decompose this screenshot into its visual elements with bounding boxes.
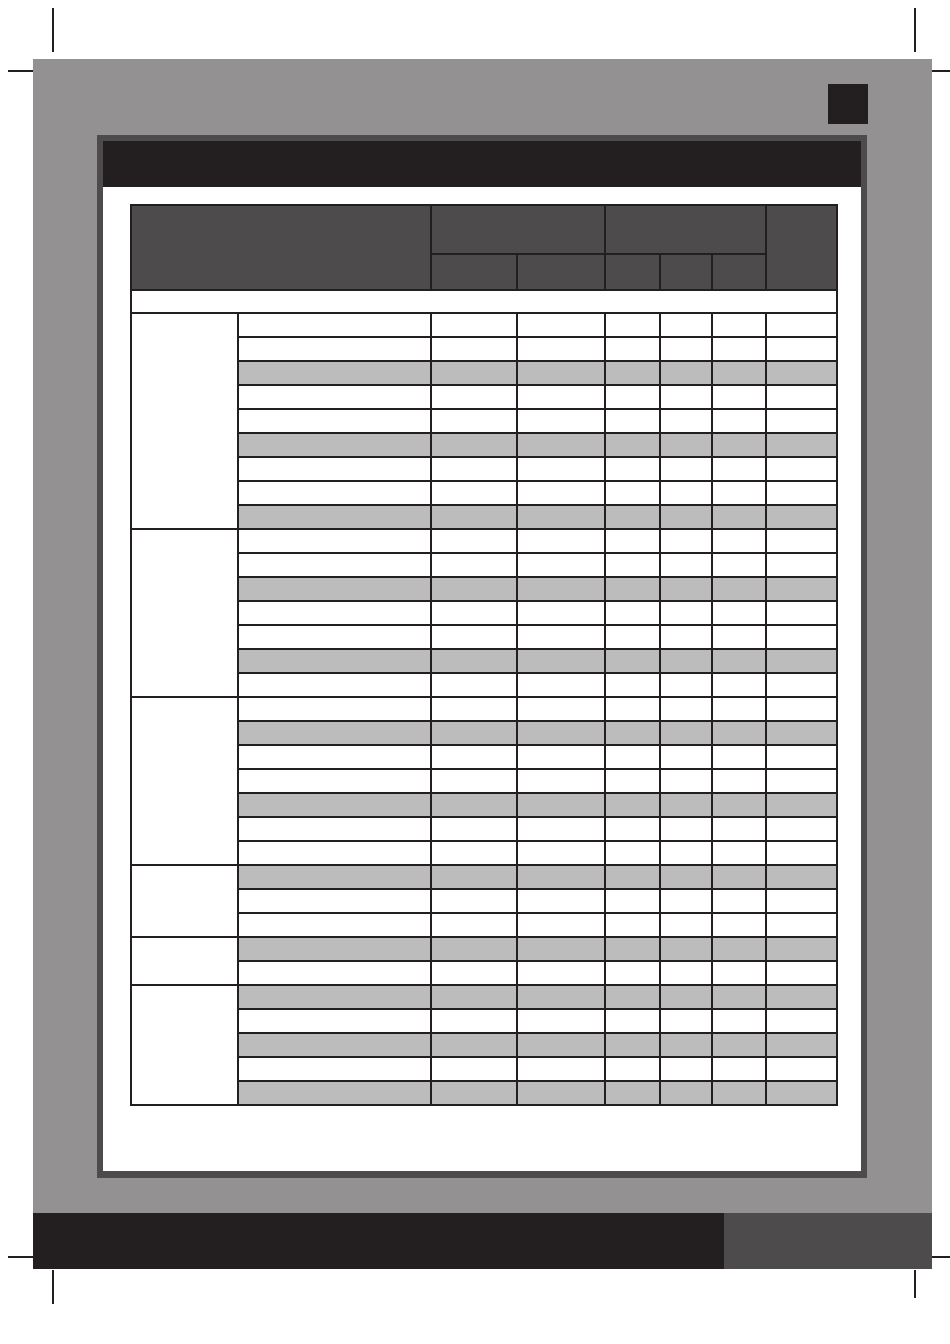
table-cell — [712, 769, 766, 793]
table-cell — [431, 337, 517, 361]
table-cell — [766, 505, 837, 529]
table-cell — [605, 553, 660, 577]
table-cell — [605, 745, 660, 769]
table-cell — [712, 625, 766, 649]
table-row — [131, 313, 837, 337]
table-cell — [605, 769, 660, 793]
table-cell — [660, 769, 712, 793]
table-cell — [431, 529, 517, 553]
table-cell — [238, 625, 431, 649]
table-cell — [766, 889, 837, 913]
table-cell — [605, 433, 660, 457]
table-cell — [431, 889, 517, 913]
table-cell — [766, 625, 837, 649]
table-cell — [605, 673, 660, 697]
table-cell — [238, 937, 431, 961]
section-row — [131, 290, 837, 313]
table-cell — [517, 913, 605, 937]
table-cell — [712, 1033, 766, 1057]
table-cell — [660, 1081, 712, 1105]
table-cell — [712, 1009, 766, 1033]
table-cell — [605, 457, 660, 481]
table-cell — [238, 889, 431, 913]
table-cell — [431, 457, 517, 481]
table-cell — [660, 1009, 712, 1033]
table-cell — [517, 361, 605, 385]
table-cell — [766, 361, 837, 385]
footer-bar — [33, 1213, 724, 1269]
table-cell — [238, 697, 431, 721]
table-cell — [238, 529, 431, 553]
table-cell — [238, 505, 431, 529]
table-cell — [605, 889, 660, 913]
table-cell — [431, 817, 517, 841]
table-cell — [431, 961, 517, 985]
table-cell — [766, 1081, 837, 1105]
spec-table — [130, 204, 838, 1106]
table-row — [131, 937, 837, 961]
table-cell — [712, 337, 766, 361]
table-cell — [660, 481, 712, 505]
table-cell — [660, 337, 712, 361]
table-cell — [517, 1081, 605, 1105]
table-cell — [660, 625, 712, 649]
table-cell — [766, 841, 837, 865]
table-cell — [660, 553, 712, 577]
table-cell — [517, 529, 605, 553]
table-cell — [660, 313, 712, 337]
table-cell — [605, 793, 660, 817]
table-cell — [431, 697, 517, 721]
table-cell — [431, 601, 517, 625]
table-cell — [238, 409, 431, 433]
table-cell — [712, 313, 766, 337]
table-cell — [712, 529, 766, 553]
table-cell — [517, 577, 605, 601]
table-cell — [712, 697, 766, 721]
table-cell — [766, 769, 837, 793]
table-cell — [660, 985, 712, 1009]
table-cell — [660, 865, 712, 889]
table-cell — [238, 985, 431, 1009]
table-cell — [517, 1033, 605, 1057]
table-cell — [238, 673, 431, 697]
table-cell — [431, 505, 517, 529]
table-cell — [766, 409, 837, 433]
table-cell — [712, 841, 766, 865]
table-cell — [605, 697, 660, 721]
table-cell — [766, 337, 837, 361]
table-cell — [431, 769, 517, 793]
group-label — [131, 529, 238, 697]
table-cell — [660, 745, 712, 769]
table-cell — [660, 577, 712, 601]
table-cell — [712, 649, 766, 673]
table-cell — [766, 1057, 837, 1081]
table-cell — [517, 313, 605, 337]
table-cell — [238, 745, 431, 769]
table-cell — [766, 529, 837, 553]
table-cell — [660, 601, 712, 625]
table-cell — [517, 841, 605, 865]
table-cell — [766, 649, 837, 673]
table-cell — [605, 937, 660, 961]
table-cell — [238, 313, 431, 337]
table-cell — [238, 1057, 431, 1081]
table-cell — [660, 505, 712, 529]
header-subcell — [431, 254, 517, 290]
table-cell — [431, 481, 517, 505]
table-cell — [605, 913, 660, 937]
table-cell — [431, 721, 517, 745]
table-cell — [660, 673, 712, 697]
table-cell — [766, 457, 837, 481]
table-cell — [431, 913, 517, 937]
table-cell — [517, 1057, 605, 1081]
table-cell — [238, 481, 431, 505]
table-cell — [431, 793, 517, 817]
table-cell — [712, 361, 766, 385]
table-cell — [431, 1009, 517, 1033]
table-cell — [517, 409, 605, 433]
table-cell — [605, 601, 660, 625]
table-row — [131, 697, 837, 721]
table-cell — [712, 1057, 766, 1081]
table-row — [131, 985, 837, 1009]
table-cell — [712, 889, 766, 913]
table-cell — [517, 601, 605, 625]
table-cell — [238, 1081, 431, 1105]
table-cell — [712, 985, 766, 1009]
table-cell — [238, 841, 431, 865]
table-cell — [712, 745, 766, 769]
table-cell — [712, 1081, 766, 1105]
table-cell — [517, 553, 605, 577]
table-cell — [766, 865, 837, 889]
table-cell — [238, 337, 431, 361]
table-cell — [238, 961, 431, 985]
table-cell — [660, 433, 712, 457]
table-cell — [431, 433, 517, 457]
header-subcell — [712, 254, 766, 290]
table-cell — [660, 721, 712, 745]
table-cell — [766, 673, 837, 697]
table-cell — [605, 865, 660, 889]
table-cell — [517, 889, 605, 913]
table-cell — [517, 985, 605, 1009]
table-cell — [605, 817, 660, 841]
header-cell-item — [131, 205, 431, 290]
table-cell — [605, 481, 660, 505]
table-cell — [660, 937, 712, 961]
table-cell — [517, 625, 605, 649]
table-cell — [660, 409, 712, 433]
page-number — [828, 84, 868, 124]
table-cell — [766, 481, 837, 505]
table-cell — [766, 961, 837, 985]
table-cell — [517, 745, 605, 769]
table-cell — [431, 673, 517, 697]
table-cell — [712, 577, 766, 601]
table-cell — [766, 433, 837, 457]
table-cell — [605, 361, 660, 385]
table-cell — [605, 961, 660, 985]
table-cell — [766, 817, 837, 841]
table-cell — [517, 769, 605, 793]
table-cell — [517, 385, 605, 409]
panel-header — [103, 141, 861, 187]
table-cell — [605, 841, 660, 865]
table-cell — [605, 385, 660, 409]
table-cell — [605, 337, 660, 361]
table-cell — [712, 937, 766, 961]
table-cell — [431, 361, 517, 385]
table-cell — [238, 457, 431, 481]
table-cell — [431, 1081, 517, 1105]
table-cell — [605, 985, 660, 1009]
table-cell — [238, 385, 431, 409]
table-cell — [238, 433, 431, 457]
table-cell — [605, 721, 660, 745]
table-cell — [660, 529, 712, 553]
table-cell — [712, 553, 766, 577]
table-cell — [605, 1033, 660, 1057]
table-cell — [431, 841, 517, 865]
table-cell — [660, 385, 712, 409]
table-cell — [712, 673, 766, 697]
table-cell — [238, 601, 431, 625]
table-cell — [712, 961, 766, 985]
table-cell — [517, 865, 605, 889]
table-cell — [712, 457, 766, 481]
table-cell — [605, 529, 660, 553]
table-cell — [517, 337, 605, 361]
table-cell — [660, 1057, 712, 1081]
header-cell-last — [766, 205, 837, 290]
table-cell — [660, 361, 712, 385]
table-cell — [766, 1009, 837, 1033]
table-cell — [238, 577, 431, 601]
table-cell — [712, 913, 766, 937]
group-label — [131, 937, 238, 985]
table-cell — [766, 313, 837, 337]
table-cell — [766, 1033, 837, 1057]
table-cell — [660, 961, 712, 985]
table-cell — [517, 961, 605, 985]
table-cell — [660, 913, 712, 937]
table-row — [131, 529, 837, 553]
table-cell — [517, 433, 605, 457]
table-cell — [605, 1009, 660, 1033]
crop-mark — [914, 8, 916, 52]
table-cell — [605, 649, 660, 673]
table-cell — [517, 673, 605, 697]
header-cell-group-b — [605, 205, 766, 254]
crop-mark — [52, 1270, 54, 1304]
group-label — [131, 313, 238, 529]
table-cell — [605, 1081, 660, 1105]
table-cell — [431, 745, 517, 769]
table-cell — [431, 553, 517, 577]
table-cell — [605, 505, 660, 529]
table-cell — [238, 649, 431, 673]
table-cell — [766, 385, 837, 409]
table-cell — [517, 793, 605, 817]
header-cell-group-a — [431, 205, 605, 254]
table-cell — [431, 577, 517, 601]
table-cell — [431, 385, 517, 409]
table-cell — [660, 1033, 712, 1057]
group-label — [131, 697, 238, 865]
table-cell — [431, 409, 517, 433]
table-cell — [605, 313, 660, 337]
table-cell — [712, 409, 766, 433]
table-cell — [431, 1057, 517, 1081]
table-cell — [431, 625, 517, 649]
table-cell — [238, 913, 431, 937]
table-cell — [712, 433, 766, 457]
table-cell — [660, 697, 712, 721]
table-cell — [712, 505, 766, 529]
table-cell — [517, 457, 605, 481]
table-cell — [766, 697, 837, 721]
table-cell — [238, 721, 431, 745]
table-cell — [238, 361, 431, 385]
table-cell — [766, 601, 837, 625]
table-cell — [517, 1009, 605, 1033]
table-cell — [517, 649, 605, 673]
table-cell — [431, 865, 517, 889]
table-cell — [660, 457, 712, 481]
table-cell — [660, 793, 712, 817]
table-cell — [238, 1033, 431, 1057]
table-cell — [517, 697, 605, 721]
group-label — [131, 865, 238, 937]
table-cell — [766, 793, 837, 817]
table-cell — [517, 505, 605, 529]
group-label — [131, 985, 238, 1105]
table-cell — [712, 481, 766, 505]
table-cell — [660, 817, 712, 841]
table-cell — [605, 625, 660, 649]
table-cell — [712, 385, 766, 409]
table-cell — [238, 553, 431, 577]
table-cell — [238, 793, 431, 817]
table-cell — [605, 577, 660, 601]
header-subcell — [605, 254, 660, 290]
crop-mark — [914, 1270, 916, 1298]
table-row — [131, 865, 837, 889]
table-cell — [517, 937, 605, 961]
header-subcell — [660, 254, 712, 290]
table-cell — [712, 865, 766, 889]
table-cell — [431, 1033, 517, 1057]
crop-mark — [52, 8, 54, 52]
table-cell — [766, 553, 837, 577]
table-cell — [238, 817, 431, 841]
header-subcell — [517, 254, 605, 290]
spec-table-body — [131, 313, 837, 1105]
table-cell — [660, 649, 712, 673]
table-cell — [766, 985, 837, 1009]
table-cell — [238, 1009, 431, 1033]
table-cell — [712, 601, 766, 625]
table-cell — [712, 721, 766, 745]
table-cell — [517, 721, 605, 745]
table-cell — [660, 889, 712, 913]
table-cell — [712, 817, 766, 841]
table-cell — [766, 577, 837, 601]
table-cell — [431, 649, 517, 673]
table-cell — [660, 841, 712, 865]
table-cell — [605, 409, 660, 433]
table-cell — [766, 721, 837, 745]
table-cell — [766, 745, 837, 769]
table-cell — [431, 313, 517, 337]
table-cell — [712, 793, 766, 817]
table-cell — [766, 937, 837, 961]
footer-tab — [724, 1213, 932, 1269]
table-cell — [605, 1057, 660, 1081]
table-cell — [431, 985, 517, 1009]
table-cell — [238, 769, 431, 793]
table-cell — [431, 937, 517, 961]
table-cell — [238, 865, 431, 889]
table-cell — [517, 481, 605, 505]
table-cell — [517, 817, 605, 841]
table-cell — [766, 913, 837, 937]
